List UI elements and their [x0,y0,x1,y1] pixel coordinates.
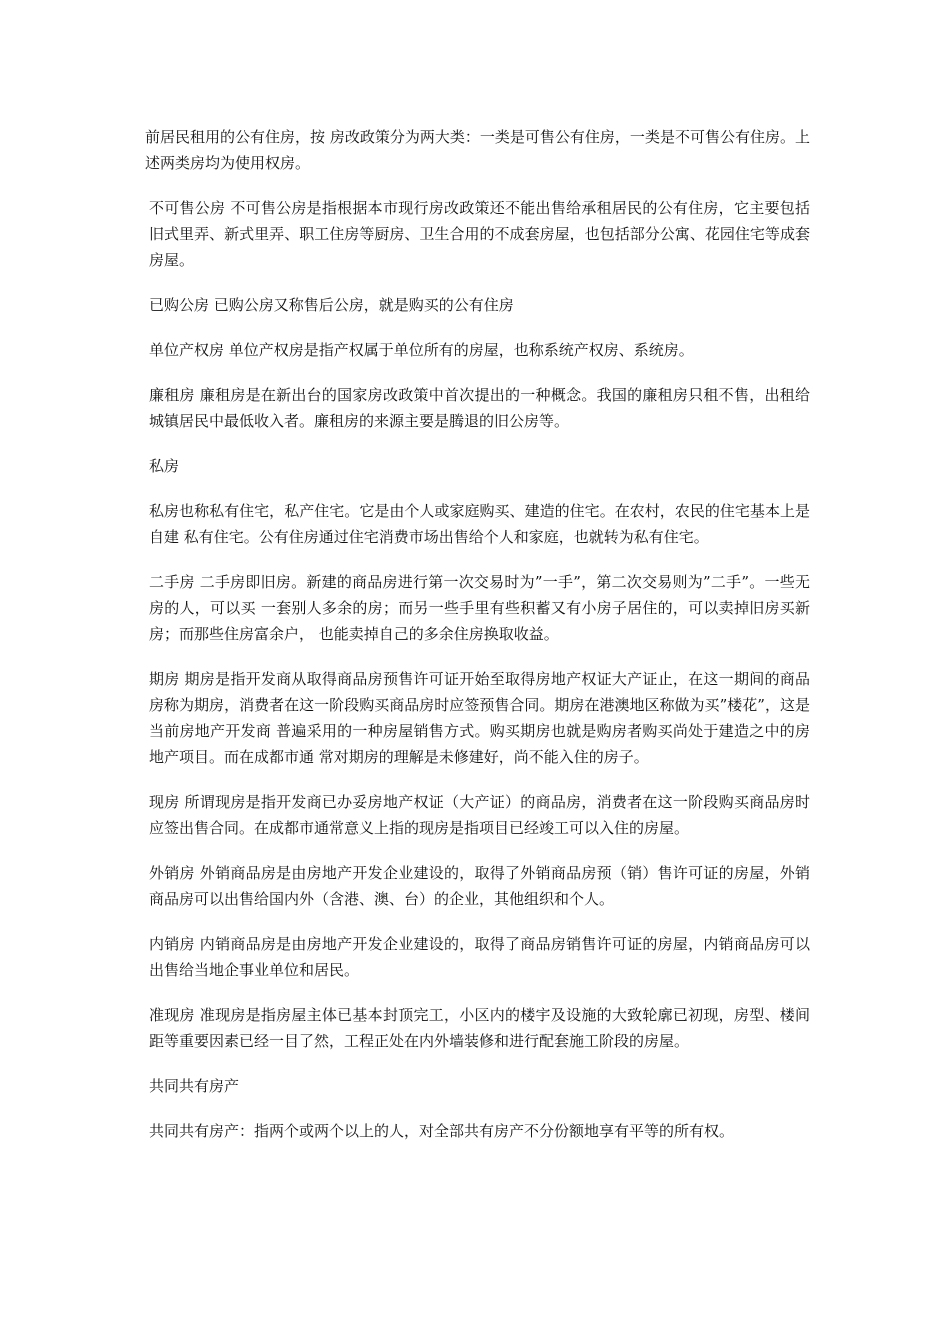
paragraph-purchased-public-housing: 已购公房 已购公房又称售后公房，就是购买的公有住房 [149,296,514,314]
paragraph-private-housing: 私房也称私有住宅，私产住宅。它是由个人或家庭购买、建造的住宅。在农村，农民的住宅基本上是自建 私有住宅。公有住房通过住宅消费市场出售给个人和家庭，也就转为私有住宅。 [149,502,810,546]
paragraph-completed-housing: 现房 所谓现房是指开发商已办妥房地产权证（大产证）的商品房，消费者在这一阶段购买商品房时应签出售合同。在成都市通常意义上指的现房是指项目已经竣工可以入住的房屋。 [149,793,810,837]
paragraph-second-hand-housing: 二手房 二手房即旧房。新建的商品房进行第一次交易时为”一手”，第二次交易则为”二手”。一些无房的人，可以买 一套别人多余的房；而另一些手里有些积蓄又有小房子居住的，可以卖掉旧房买新房；而那些住房富余户， 也能卖掉自己的多余住房换取收益。 [149,573,810,643]
document-body [145,124,810,1163]
paragraph-domestic-housing: 内销房 内销商品房是由房地产开发企业建设的，取得了商品房销售许可证的房屋，内销商品房可以出售给当地企事业单位和居民。 [149,935,810,979]
paragraph-off-plan-housing: 期房 期房是指开发商从取得商品房预售许可证开始至取得房地产权证大产证止，在这一期间的商品房称为期房，消费者在这一阶段购买商品房时应签预售合同。期房在港澳地区称做为买”楼花”，这是当前房地产开发商 普遍采用的一种房屋销售方式。购买期房也就是购房者购买尚处于建造之中的房地产项目。而在成都市通 常对期房的理解是未修建好，尚不能入住的房子。 [149,670,810,766]
paragraph-joint-ownership-heading: 共同共有房产 [149,1077,240,1095]
paragraph-low-rent-housing: 廉租房 廉租房是在新出台的国家房改政策中首次提出的一种概念。我国的廉租房只租不售，出租给城镇居民中最低收入者。廉租房的来源主要是腾退的旧公房等。 [149,386,810,430]
paragraph-export-housing: 外销房 外销商品房是由房地产开发企业建设的，取得了外销商品房预（销）售许可证的房屋，外销商品房可以出售给国内外（含港、澳、台）的企业，其他组织和个人。 [149,864,810,908]
paragraph-private-housing-heading: 私房 [149,457,180,475]
paragraph-public-housing-intro: 前居民租用的公有住房，按 房改政策分为两大类：一类是可售公有住房，一类是不可售公有住房。上述两类房均为使用权房。 [145,128,810,172]
paragraph-unit-property-housing: 单位产权房 单位产权房是指产权属于单位所有的房屋，也称系统产权房、系统房。 [149,341,694,359]
paragraph-non-saleable-housing: 不可售公房 不可售公房是指根据本市现行房改政策还不能出售给承租居民的公有住房，它主要包括旧式里弄、新式里弄、职工住房等厨房、卫生合用的不成套房屋，也包括部分公寓、花园住宅等成套房屋。 [149,199,810,269]
paragraph-quasi-completed-housing: 准现房 准现房是指房屋主体已基本封顶完工，小区内的楼宇及设施的大致轮廓已初现，房型、楼间距等重要因素已经一目了然，工程正处在内外墙装修和进行配套施工阶段的房屋。 [149,1006,810,1050]
paragraph-joint-ownership: 共同共有房产：指两个或两个以上的人，对全部共有房产不分份额地享有平等的所有权。 [149,1122,735,1140]
